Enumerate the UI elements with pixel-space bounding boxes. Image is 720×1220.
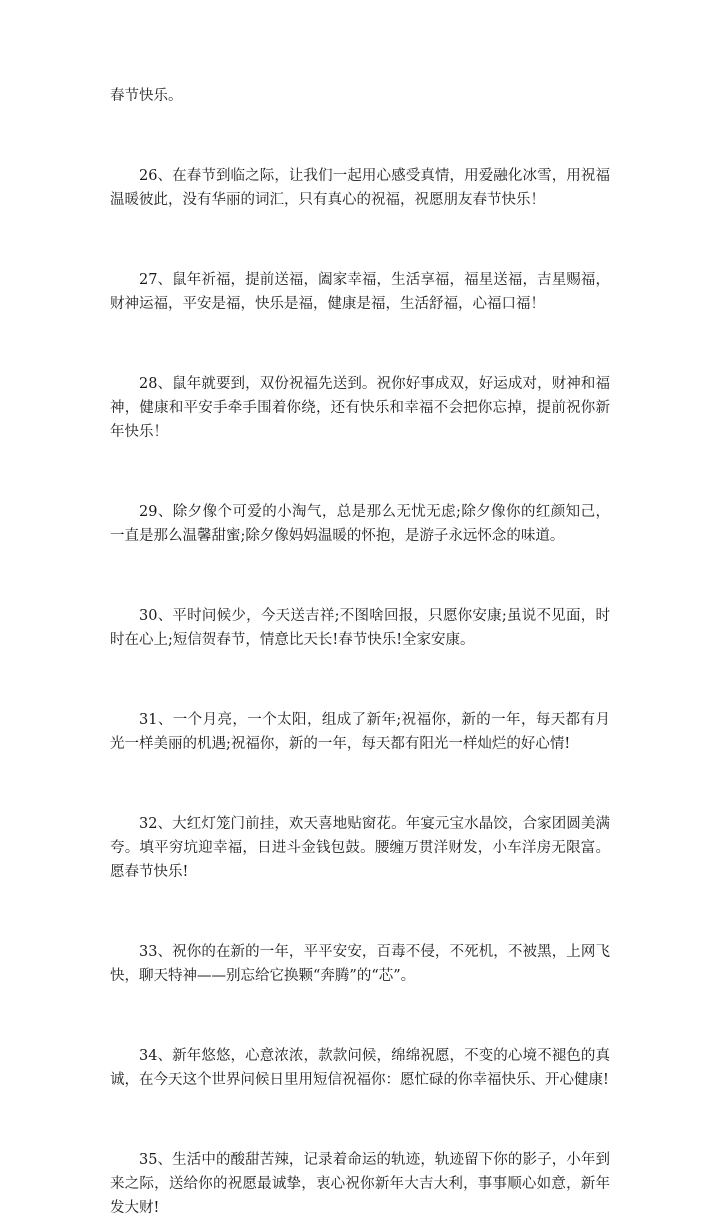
paragraph-gap [110,444,610,500]
paragraph-gap [110,548,610,604]
document-body [110,84,610,1220]
lead-line: 春节快乐。 [110,88,183,104]
paragraph-30: 30、平时问候少，今天送吉祥;不图啥回报，只愿你安康;虽说不见面，时时在心上;短信贺春节，情意比天长!春节快乐!全家安康。 [110,608,610,648]
paragraph-gap [110,316,610,372]
paragraph-gap [110,212,610,268]
paragraph-gap [110,652,610,708]
paragraph-gap [110,1092,610,1148]
paragraph-gap [110,988,610,1044]
paragraph-29: 29、除夕像个可爱的小淘气，总是那么无忧无虑;除夕像你的红颜知己，一直是那么温馨甜蜜;除夕像妈妈温暖的怀抱，是游子永远怀念的味道。 [110,504,610,544]
paragraph-26: 26、在春节到临之际，让我们一起用心感受真情，用爱融化冰雪，用祝福温暖彼此，没有华丽的词汇，只有真心的祝福，祝愿朋友春节快乐！ [110,168,610,208]
paragraph-28: 28、鼠年就要到，双份祝福先送到。祝你好事成双，好运成对，财神和福神，健康和平安手牵手围着你绕，还有快乐和幸福不会把你忘掉，提前祝你新年快乐！ [110,376,610,440]
paragraph-31: 31、一个月亮，一个太阳，组成了新年;祝福你，新的一年，每天都有月光一样美丽的机遇;祝福你，新的一年，每天都有阳光一样灿烂的好心情! [110,712,610,752]
paragraph-32: 32、大红灯笼门前挂，欢天喜地贴窗花。年宴元宝水晶饺，合家团圆美满夸。填平穷坑迎幸福，日进斗金钱包鼓。腰缠万贯洋财发，小车洋房无限富。愿春节快乐! [110,816,610,880]
paragraph-27: 27、鼠年祈福，提前送福，阖家幸福，生活享福，福星送福，吉星赐福，财神运福，平安是福，快乐是福，健康是福，生活舒福，心福口福！ [110,272,610,312]
paragraph-gap [110,108,610,164]
paragraph-gap [110,756,610,812]
paragraph-gap [110,884,610,940]
paragraph-33: 33、祝你的在新的一年，平平安安，百毒不侵，不死机，不被黑，上网飞快，聊天特神——别忘给它换颗“奔腾”的“芯”。 [110,944,610,984]
paragraph-35: 35、生活中的酸甜苦辣，记录着命运的轨迹，轨迹留下你的影子，小年到来之际，送给你的祝愿最诚挚，衷心祝你新年大吉大利，事事顺心如意，新年发大财! [110,1152,610,1216]
paragraph-34: 34、新年悠悠，心意浓浓，款款问候，绵绵祝愿，不变的心境不褪色的真诚，在今天这个世界问候日里用短信祝福你：愿忙碌的你幸福快乐、开心健康! [110,1048,610,1088]
